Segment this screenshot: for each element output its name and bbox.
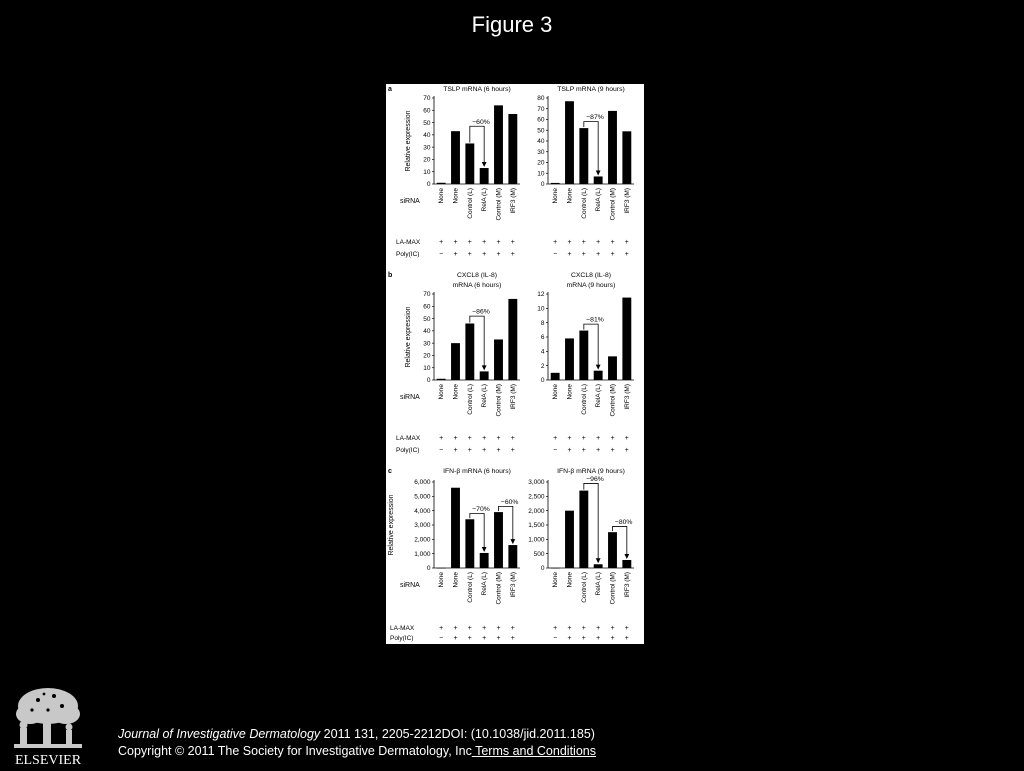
poly-ic-sign: + [467,635,472,642]
poly-ic-sign: − [553,447,558,454]
bar [480,168,489,184]
annotation-label: −60% [472,118,490,126]
la-max-label: LA-MAX [396,239,421,246]
la-max-sign: + [453,625,458,632]
x-category-label: IRF3 (M) [623,384,631,410]
x-category-label: Control (M) [495,188,503,221]
x-category-label: Control (M) [609,188,617,221]
poly-ic-sign: + [624,251,629,258]
poly-ic-sign: + [467,447,472,454]
journal-name: Journal of Investigative Dermatology [118,727,321,741]
la-max-sign: + [439,435,444,442]
bar [565,338,574,380]
y-tick-label: 10 [537,305,545,313]
poly-ic-sign: + [624,635,629,642]
annotation-label: −96% [586,475,604,483]
bar [608,111,617,184]
x-category-label: IRF3 (M) [623,572,631,598]
x-category-label: IRF3 (M) [509,384,517,410]
y-tick-label: 80 [537,95,545,103]
poly-ic-sign: + [510,635,515,642]
y-tick-label: 5,000 [414,493,431,501]
poly-ic-sign: + [610,251,615,258]
chart-title: CXCL8 (IL-8) [456,272,498,279]
poly-ic-sign: + [596,251,601,258]
x-category-label: Control (M) [495,572,503,605]
x-category-label: None [452,188,460,204]
chart-a-1 [423,86,520,258]
poly-ic-sign: − [439,447,444,454]
bar [579,491,588,568]
poly-ic-sign: + [567,635,572,642]
bar [465,323,474,380]
la-max-sign: + [439,625,444,632]
y-axis-label: Relative expression [405,110,412,172]
y-tick-label: 1,000 [414,550,431,558]
y-tick-label: 20 [423,156,431,164]
x-category-label: Control (M) [609,384,617,417]
poly-ic-sign: + [496,635,501,642]
poly-ic-label: Poly(IC) [390,635,414,642]
la-max-sign: + [496,239,501,246]
y-tick-label: 2,000 [528,507,545,515]
poly-ic-sign: + [596,635,601,642]
annotation-label: −87% [586,114,604,122]
la-max-sign: + [553,239,558,246]
bar [451,488,460,568]
y-tick-label: 30 [537,148,545,156]
la-max-sign: + [467,435,472,442]
y-tick-label: 60 [423,107,431,115]
x-category-label: Control (M) [495,384,503,417]
y-tick-label: 6,000 [414,479,431,487]
chart-title: TSLP mRNA (6 hours) [443,86,511,93]
y-tick-label: 6 [540,334,545,342]
y-tick-label: 0 [426,565,431,573]
elsevier-tree-icon [8,680,88,766]
annotation-arrowhead [510,539,515,544]
poly-ic-sign: + [467,251,472,258]
chart-c-2 [528,468,634,642]
bar [594,371,603,380]
figure-svg [386,84,644,644]
y-tick-label: 0 [540,565,545,573]
la-max-sign: + [510,239,515,246]
bar [494,512,503,568]
terms-and-conditions-link[interactable]: Terms and Conditions [471,744,596,758]
annotation-arrowhead [596,170,601,175]
annotation-label: −81% [586,316,604,324]
chart-title: IFN-β mRNA (6 hours) [443,468,511,475]
poly-ic-sign: + [610,447,615,454]
annotation-arrowhead [482,162,487,167]
chart-title: CXCL8 (IL-8) [570,272,612,279]
y-tick-label: 10 [423,168,431,176]
copyright-text: Copyright © 2011 The Society for Investigative Dermatology, Inc [118,744,472,758]
y-tick-label: 10 [423,364,431,372]
poly-ic-sign: + [453,251,458,258]
la-max-sign: + [553,625,558,632]
x-category-label: RelA (L) [481,572,489,596]
x-category-label: IRF3 (M) [623,187,631,214]
y-tick-label: 3,000 [414,522,431,530]
x-category-label: IRF3 (M) [509,572,517,598]
la-max-sign: + [482,435,487,442]
la-max-label: LA-MAX [396,435,421,442]
poly-ic-sign: + [567,447,572,454]
poly-ic-sign: + [510,447,515,454]
y-tick-label: 30 [423,144,431,152]
bar [622,560,631,568]
la-max-sign: + [439,239,444,246]
y-tick-label: 500 [533,550,545,558]
y-axis-label: Relative expression [405,306,412,368]
y-tick-label: 40 [423,328,431,336]
la-max-sign: + [624,239,629,246]
la-max-sign: + [581,625,586,632]
bar [594,176,603,184]
y-tick-label: 20 [537,159,545,167]
elsevier-logo [8,680,88,766]
bar [465,143,474,184]
la-max-sign: + [482,239,487,246]
annotation-arrowhead [482,547,487,552]
citation-details: 2011 131, 2205-2212DOI: (10.1038/jid.2011.185) [320,727,595,741]
la-max-sign: + [496,625,501,632]
chart-title: mRNA (6 hours) [452,282,502,289]
poly-ic-sign: + [610,635,615,642]
y-tick-label: 2,000 [414,536,431,544]
x-category-label: RelA (L) [595,188,603,212]
poly-ic-sign: − [553,635,558,642]
x-category-label: Control (L) [466,572,474,603]
chart-b-1 [423,272,520,454]
poly-ic-sign: + [581,251,586,258]
y-tick-label: 4,000 [414,507,431,515]
x-category-label: None [452,572,460,588]
x-category-label: IRF3 (M) [509,188,517,214]
poly-ic-sign: + [581,447,586,454]
y-tick-label: 0 [540,377,545,385]
bar [480,371,489,380]
x-category-label: RelA (L) [595,572,603,596]
la-max-sign: + [596,625,601,632]
bar [551,183,560,184]
annotation-label: −86% [472,308,490,316]
y-tick-label: 1,000 [528,536,545,544]
bar [437,183,446,184]
annotation-label: −70% [472,506,490,514]
y-tick-label: 20 [423,352,431,360]
poly-ic-sign: + [453,635,458,642]
la-max-sign: + [496,435,501,442]
sirna-label: siRNA [400,198,420,205]
x-category-label: None [552,188,560,204]
bar [508,545,517,568]
la-max-sign: + [596,239,601,246]
y-tick-label: 30 [423,340,431,348]
x-category-label: Control (L) [580,384,588,415]
poly-ic-sign: + [496,251,501,258]
bar [508,114,517,184]
la-max-sign: + [596,435,601,442]
chart-a-2 [537,86,634,258]
la-max-sign: + [624,435,629,442]
bar [437,568,446,569]
bar [565,101,574,184]
poly-ic-sign: − [439,635,444,642]
poly-ic-sign: + [624,447,629,454]
y-tick-label: 2 [540,362,545,370]
x-category-label: Control (L) [580,572,588,603]
y-tick-label: 3,000 [528,479,545,487]
poly-ic-sign: + [482,635,487,642]
y-axis-label: Relative expression [388,494,395,556]
bar [565,511,574,568]
y-tick-label: 40 [537,138,545,146]
y-tick-label: 8 [540,319,545,327]
bar [579,331,588,380]
copyright-line [118,743,596,760]
y-tick-label: 60 [537,116,545,124]
y-tick-label: 1,500 [528,522,545,530]
chart-title: TSLP mRNA (9 hours) [557,86,625,93]
poly-ic-sign: + [581,635,586,642]
poly-ic-sign: − [439,251,444,258]
bar [608,356,617,380]
la-max-sign: + [567,239,572,246]
y-tick-label: 2,500 [528,493,545,501]
sirna-label: siRNA [400,582,420,589]
y-tick-label: 10 [537,170,545,178]
annotation-arrowhead [624,554,629,559]
y-tick-label: 50 [423,315,431,323]
x-category-label: None [566,572,574,588]
la-max-sign: + [453,435,458,442]
la-max-sign: + [467,625,472,632]
poly-ic-sign: + [496,447,501,454]
bar [608,532,617,568]
y-tick-label: 70 [537,105,545,113]
panel-letter-b: b [388,272,393,279]
chart-c-1 [414,468,520,642]
x-category-label: None [452,384,460,400]
bar [494,339,503,380]
y-tick-label: 40 [423,132,431,140]
citation-line [118,726,596,743]
y-tick-label: 12 [537,291,545,299]
y-tick-label: 70 [423,95,431,103]
y-tick-label: 50 [537,127,545,135]
y-tick-label: 0 [540,181,545,189]
bar [437,379,446,380]
annotation-label: −60% [500,498,519,506]
la-max-sign: + [610,239,615,246]
y-tick-label: 50 [423,119,431,127]
x-category-label: None [566,188,574,204]
slide-title: Figure 3 [471,12,553,37]
sirna-label: siRNA [400,394,420,401]
y-tick-label: 0 [426,377,431,385]
la-max-sign: + [553,435,558,442]
la-max-sign: + [567,625,572,632]
y-tick-label: 60 [423,303,431,311]
x-category-label: None [438,188,446,204]
la-max-sign: + [510,625,515,632]
bar [594,564,603,568]
poly-ic-sign: − [553,251,558,258]
la-max-label: LA-MAX [390,625,415,632]
la-max-sign: + [581,435,586,442]
bar [451,343,460,380]
bar [480,553,489,568]
citation-block [118,726,596,760]
la-max-sign: + [453,239,458,246]
x-category-label: RelA (L) [481,384,489,408]
la-max-sign: + [467,239,472,246]
poly-ic-sign: + [482,447,487,454]
x-category-label: RelA (L) [481,188,489,212]
la-max-sign: + [610,435,615,442]
poly-ic-label: Poly(IC) [396,251,420,258]
annotation-arrowhead [596,365,601,370]
bar [551,373,560,380]
poly-ic-sign: + [596,447,601,454]
x-category-label: Control (L) [466,384,474,415]
la-max-sign: + [624,625,629,632]
annotation-label: −80% [614,518,633,526]
y-tick-label: 4 [540,348,545,356]
bar [451,131,460,184]
x-category-label: None [552,572,560,588]
la-max-sign: + [610,625,615,632]
x-category-label: None [552,384,560,400]
bar [622,131,631,184]
y-tick-label: 0 [426,181,431,189]
annotation-arrowhead [596,558,601,563]
x-category-label: RelA (L) [595,384,603,408]
figure-panel [386,84,644,644]
poly-ic-sign: + [453,447,458,454]
bar [579,128,588,184]
la-max-sign: + [567,435,572,442]
poly-ic-label: Poly(IC) [396,447,420,454]
chart-b-2 [537,272,634,454]
chart-title: IFN-β mRNA (9 hours) [557,468,625,475]
panel-letter-c: c [388,468,392,475]
bar [622,298,631,380]
x-category-label: None [566,384,574,400]
la-max-sign: + [482,625,487,632]
x-category-label: Control (L) [580,188,588,219]
poly-ic-sign: + [482,251,487,258]
x-category-label: Control (M) [609,572,617,605]
x-category-label: Control (L) [466,188,474,219]
y-tick-label: 70 [423,291,431,299]
chart-title: mRNA (9 hours) [566,282,616,289]
la-max-sign: + [581,239,586,246]
annotation-arrowhead [482,365,487,370]
panel-letter-a: a [388,86,392,93]
x-category-label: None [438,384,446,400]
bar [551,568,560,569]
bar [508,299,517,380]
poly-ic-sign: + [510,251,515,258]
poly-ic-sign: + [567,251,572,258]
la-max-sign: + [510,435,515,442]
x-category-label: None [438,572,446,588]
bar [494,105,503,184]
bar [465,519,474,568]
publisher-wordmark: ELSEVIER [14,753,82,766]
